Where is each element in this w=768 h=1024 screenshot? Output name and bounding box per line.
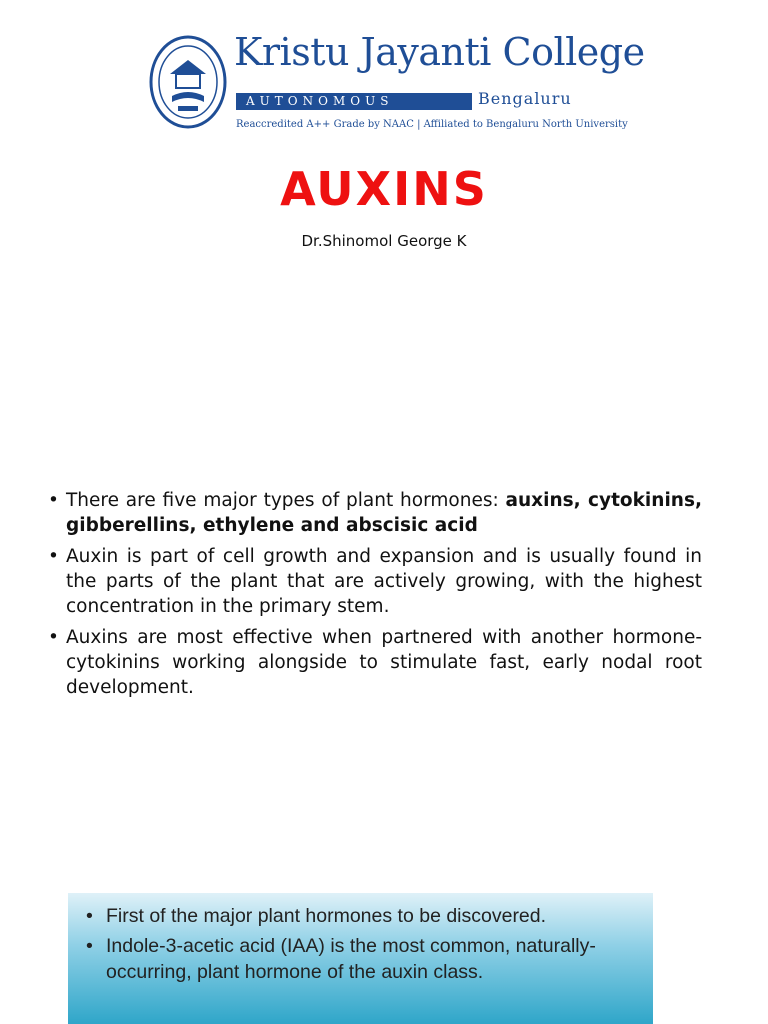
bullet-text: There are five major types of plant hormones:: [66, 490, 506, 511]
college-logo: [148, 30, 645, 135]
college-seal-icon: [148, 34, 228, 130]
bullet-item: [48, 488, 702, 538]
author-name: Dr.Shinomol George K: [301, 232, 467, 250]
college-city: Bengaluru: [478, 89, 572, 108]
bullet-list: [48, 488, 702, 706]
college-name: Kristu Jayanti College: [234, 30, 645, 74]
bullet-text: Auxin is part of cell growth and expansion and is usually found in the parts of the plant that are actively growing, with the highest concentration in the primary stem.: [66, 546, 702, 617]
panel-item: • First of the major plant hormones to be discovered.: [86, 903, 646, 929]
autonomous-banner: AUTONOMOUS: [236, 93, 472, 110]
bullet-text: Auxins are most effective when partnered with another hormone- cytokinins working alongside to stimulate fast, early nodal root development.: [66, 627, 702, 698]
bullet-bold-text: auxins, cytokinins, gibberellins, ethylene and abscisic acid: [66, 490, 702, 536]
bullet-item: [48, 625, 702, 700]
slide-title: AUXINS: [280, 162, 488, 216]
bullet-item: [48, 544, 702, 619]
auxin-facts-panel: [68, 893, 653, 1024]
accreditation-line: Reaccredited A++ Grade by NAAC | Affiliated to Bengaluru North University: [236, 119, 628, 130]
panel-item: • Indole-3-acetic acid (IAA) is the most common, naturally-occurring, plant hormone of the auxin class.: [86, 933, 646, 985]
